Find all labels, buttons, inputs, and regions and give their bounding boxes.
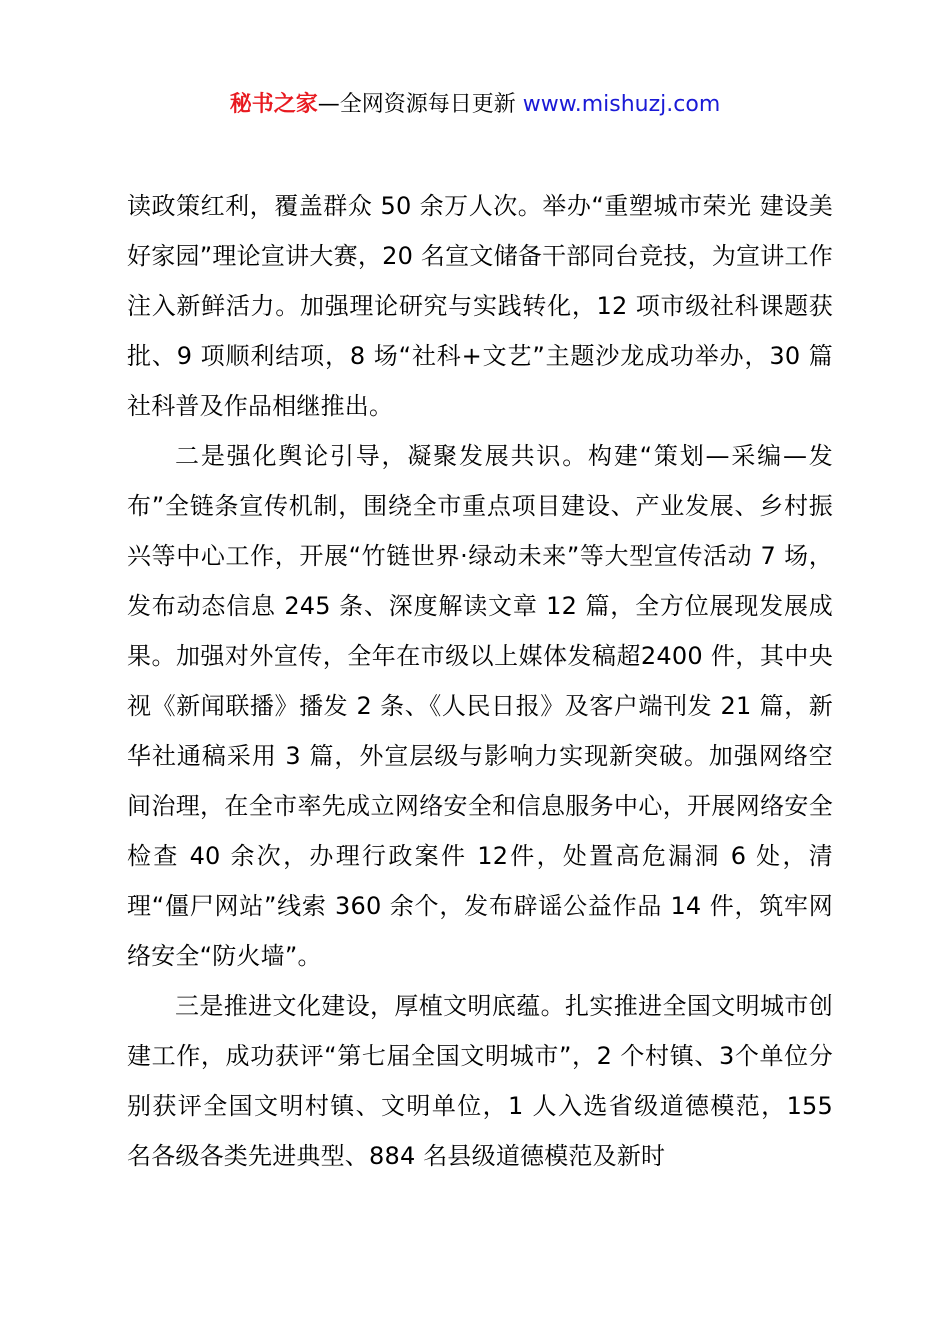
website-link[interactable]: www.mishuzj.com	[522, 92, 721, 117]
brand-name: 秘书之家	[229, 92, 318, 117]
document-body	[127, 181, 833, 1181]
document-header	[0, 88, 950, 122]
paragraph-culture: 三是推进文化建设，厚植文明底蕴。扎实推进全国文明城市创建工作，成功获评“第七届全国文明城市”，2 个村镇、3个单位分别获评全国文明村镇、文明单位，1 人入选省级道德模范，155 名各级各类先进典型、884 名县级道德模范及新时	[127, 992, 833, 1170]
paragraph-continued: 读政策红利，覆盖群众 50 余万人次。举办“重塑城市荣光 建设美好家园”理论宣讲大赛，20 名宣文储备干部同台竞技，为宣讲工作注入新鲜活力。加强理论研究与实践转化，12 项市级社科课题获批、9 项顺利结项，8 场“社科+文艺”主题沙龙成功举办，30 篇社科普及作品相继推出。	[127, 192, 833, 420]
paragraph-public-opinion: 二是强化舆论引导，凝聚发展共识。构建“策划—采编—发布”全链条宣传机制，围绕全市重点项目建设、产业发展、乡村振兴等中心工作，开展“竹链世界·绿动未来”等大型宣传活动 7 场，发布动态信息 245 条、深度解读文章 12 篇，全方位展现发展成果。加强对外宣传，全年在市级以上媒体发稿超2400 件，其中央视《新闻联播》播发 2 条、《人民日报》及客户端刊发 21 篇，新华社通稿采用 3 篇，外宣层级与影响力实现新突破。加强网络空间治理，在全市率先成立网络安全和信息服务中心，开展网络安全检查 40 余次，办理行政案件 12件，处置高危漏洞 6 处，清理“僵尸网站”线索 360 余个，发布辟谣公益作品 14 件，筑牢网络安全“防火墙”。	[127, 442, 833, 970]
header-tagline: —全网资源每日更新	[317, 92, 523, 117]
